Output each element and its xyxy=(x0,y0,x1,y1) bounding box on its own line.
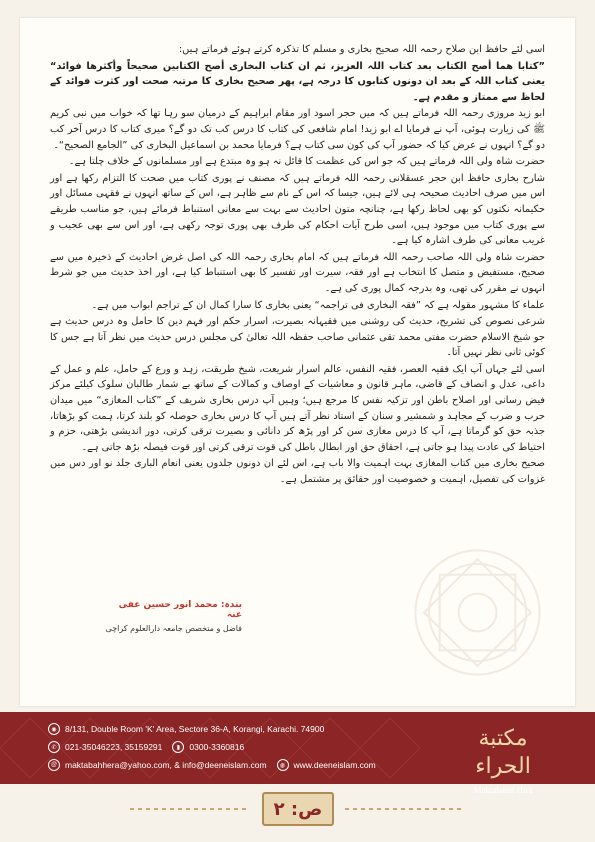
address-text: 8/131, Double Room 'K' Area, Sectore 36-A, Korangi, Karachi. 74900 xyxy=(65,724,325,734)
logo-arabic: مكتبة الحراء xyxy=(475,726,531,779)
divider xyxy=(345,808,465,810)
mobile-text[interactable]: 0300-3360816 xyxy=(189,742,245,752)
email-link[interactable]: maktabahhera@yahoo.com, & info@deeneislam.com xyxy=(65,760,267,770)
author-signature xyxy=(102,600,242,633)
page-number-text: ص: ٢ xyxy=(273,798,323,820)
paragraph: اسی لئے جہاں آپ ایک فقیہ العصر، فقیہ النفس، عالم اسرار شریعت، شیخ طریقت، زہد و ورع کے حامل، علم و عمل کے داعی، عدل و انصاف کے قاضی، ماہر قانون و معاشیات کے اوصاف و کمالات کے ساتھ بے شمار طالبان سلوک کیلئے مرکز فیض رسانی اور اصلاح باطن اور تزکیہ نفس کا مرجع ہیں؛ وہیں آپ درس بخاری شریف کے ”کتاب المغازی“ میں میدان حرب و ضرب کے مجاہد و شمشیر و سنان کے استاد نظر آتے ہیں آپ کا درس بخاری حوصلہ کو بلند کرتا، ہمت کو بڑھاتا، جذبہ حق کو گرماتا ہے، آپ کا درس مغازی سن کر اور پڑھ کر دانائی و بصیرت ترقی کرتی، دور اندیشی بڑھتی، حزم و احتیاط کی عادت پیدا ہو جاتی ہے، احقاق حق اور ابطال باطل کی قوت ترقی کرتی اور قوت فیصلہ بڑھ جاتی ہے۔ xyxy=(50,363,545,453)
mobile-icon: ▮ xyxy=(172,741,184,753)
paragraph: علماء کا مشہور مقولہ ہے کہ ”فقہ البخاری فی تراجمہ“ یعنی بخاری کا سارا کمال ان کے تراجم ابواب میں ہے۔ xyxy=(91,299,545,311)
phone-row xyxy=(48,738,408,756)
paragraph: ابو زید مروزی رحمہ اللہ فرماتے ہیں کہ میں حجر اسود اور مقام ابراہیم کے درمیان سو رہا تھا کہ خواب میں نبی کریم ﷺ کی زیارت ہوئی، آپ نے فرمایا اے ابو زید! امام شافعی کی کتاب کا درس کب تک دو گے؟ میری کتاب کا درس آخر کب دو گے؟ انہوں نے عرض کیا کہ حضور آپ کی کون سی کتاب ہے؟ فرمایا محمد بن اسماعیل البخاری کی ”الجامع الصحیح“۔ xyxy=(50,108,545,151)
contact-info xyxy=(48,720,408,774)
divider xyxy=(130,808,250,810)
map-pin-icon: ◉ xyxy=(48,723,60,735)
ornament-watermark-icon xyxy=(410,545,545,680)
paragraph: شرعی نصوص کی تشریح، حدیث کی روشنی میں فقیہانہ بصیرت، اسرار حکم اور فہم دین کا حامل وہ درس حدیث ہے جو شیخ الاسلام حضرت مفتی محمد تقی عثمانی صاحب حفظہ اللہ تعالیٰ کی مجلس درس حدیث میں نظر آتا ہے جس کا کوئی ثانی نظر نہیں آتا۔ xyxy=(50,316,545,359)
website-link[interactable]: www.deeneislam.com xyxy=(293,760,376,770)
paragraph: صحیح بخاری میں کتاب المغازی بہت اہمیت والا باب ہے، اس لئے ان دونوں جلدوں یعنی انعام الباری جلد نو اور دس میں غزوات کی تفصیل، اہمیت و خصوصیت اور حقائق پر مشتمل ہے۔ xyxy=(50,458,545,486)
paragraph: ”کتابا هما أصح الکتاب بعد کتاب اللہ العزیز، ثم ان کتاب البخاری أصح الکتابین صحیحاً وأکثرها فوائد“ یعنی کتاب اللہ کے بعد ان دونوں کتابوں کا درجہ ہے، پھر صحیح بخاری کا مرتبہ صحت اور کثرت فوائد کے لحاظ سے ممتاز و مقدم ہے۔ xyxy=(50,60,545,103)
paragraph: حضرت شاہ ولی اللہ فرماتے ہیں کہ جو اس کی عظمت کا قائل نہ ہو وہ مبتدع ہے اور مسلمانوں کے خلاف چلتا ہے۔ xyxy=(68,156,545,168)
author-title: فاضل و متخصص جامعہ دارالعلوم کراچی xyxy=(105,624,242,633)
address-row xyxy=(48,720,408,738)
page-number xyxy=(262,792,334,826)
paragraph: شارح بخاری حافظ ابن حجر عسقلانی رحمہ اللہ فرماتے ہیں کہ مصنف نے پوری کتاب میں صحت کا التزام رکھا ہے اور اس میں صرف احادیث صحیحہ ہی لائے ہیں، جیسا کہ اس کے نام سے ظاہر ہے، اس کے ساتھ انہوں نے فقہی مسائل اور حکیمانہ نکتوں کو بھی لحاظ رکھا ہے، چنانچہ متون احادیث سے بہت سے معانی استنباط فرمائے ہیں، جو مناسب طریقے سے پوری کتاب میں موجود ہیں، اسی طرح آیات احکام کی طرف بھی پوری توجہ رکھی ہے، اور اس سے بھی عجیب و غریب معانی کی طرف اشارہ کیا ہے۔ xyxy=(50,172,545,247)
author-name: بندہ: محمد انور حسین عفی عنہ xyxy=(118,600,242,620)
logo-english: Maktabatul Hira xyxy=(473,785,533,795)
publisher-logo xyxy=(453,725,553,795)
paragraph: حضرت شاہ ولی اللہ صاحب رحمہ اللہ فرماتے ہیں کہ امام بخاری رحمہ اللہ کی اصل غرض احادیث کے ذخیرہ میں سے صحیح، مستفیض و متصل کا انتخاب ہے اور فقہ، سیرت اور تفسیر کا بھی استنباط کیا ہے، اور اخذ حدیث میں جو شرط انہوں نے مقرر کی تھی، وہ بدرجہ کمال پوری کی ہے۔ xyxy=(50,251,545,294)
globe-icon: ◍ xyxy=(277,759,289,771)
article-body xyxy=(50,42,545,489)
paragraph: اسی لئے حافظ ابن صلاح رحمہ اللہ صحیح بخاری و مسلم کا تذکرہ کرتے ہوئے فرماتے ہیں: xyxy=(178,44,545,55)
email-row xyxy=(48,756,408,774)
phone-icon: ✆ xyxy=(48,741,60,753)
phone-text[interactable]: 021-35046223, 35159291 xyxy=(65,742,163,752)
email-icon: @ xyxy=(48,759,60,771)
